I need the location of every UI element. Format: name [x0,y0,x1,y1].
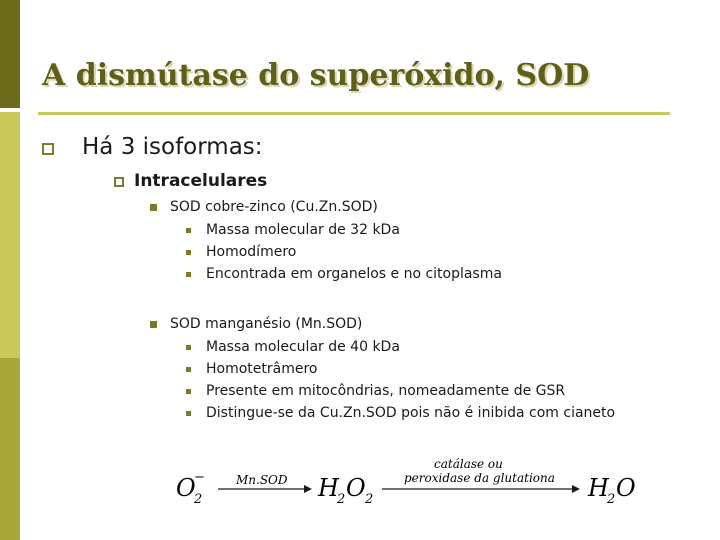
list-item-text: Homodímero [206,244,297,260]
product-sub: 2 [607,492,616,507]
enzyme-mnsod-label: Mn.SOD [236,473,288,487]
enzyme-catalase-label: catálase ou [434,457,503,471]
arrowhead-icon [304,485,312,493]
bullet-icon [150,204,157,211]
bullet-icon [186,272,191,277]
list-item-text: Homotetrâmero [206,361,318,377]
product-o: O [616,474,636,502]
main-point-text: Há 3 isoformas: [82,134,263,160]
intermediate-h: H [318,474,339,502]
square-bullet-icon [42,143,54,155]
sub-point-text: Intracelulares [134,171,268,191]
reactant-subscript: 2 [194,492,203,507]
group-heading-text: SOD manganésio (Mn.SOD) [170,316,363,332]
title-underline [38,112,670,115]
list-item-text: Massa molecular de 40 kDa [206,339,400,355]
reaction-equation [170,450,650,510]
bullet-icon [186,228,191,233]
list-item-text: Encontrada em organelos e no citoplasma [206,266,502,282]
bullet-icon [186,389,191,394]
list-item-text: Distingue-se da Cu.Zn.SOD pois não é inibida com cianeto [206,405,616,421]
enzyme-peroxidase-label: peroxidase da glutationa [404,471,555,485]
group-heading-text: SOD cobre-zinco (Cu.Zn.SOD) [170,199,378,215]
arrowhead-icon [572,485,580,493]
intermediate-o: O [346,474,366,502]
list-item-text: Presente em mitocôndrias, nomeadamente de GSR [206,383,566,399]
bullet-icon [186,367,191,372]
left-color-strip [0,0,20,540]
bullet-icon [186,345,191,350]
intermediate-sub2: 2 [365,492,374,507]
reactant-o2: O [176,474,196,502]
slide-title: A dismútase do superóxido, SOD [42,58,590,93]
reactant-charge: − [194,470,205,485]
square-bullet-icon [114,177,124,187]
product-h: H [588,474,609,502]
list-item-text: Massa molecular de 32 kDa [206,222,400,238]
bullet-icon [186,250,191,255]
bullet-icon [150,321,157,328]
intermediate-sub1: 2 [337,492,346,507]
bullet-icon [186,411,191,416]
